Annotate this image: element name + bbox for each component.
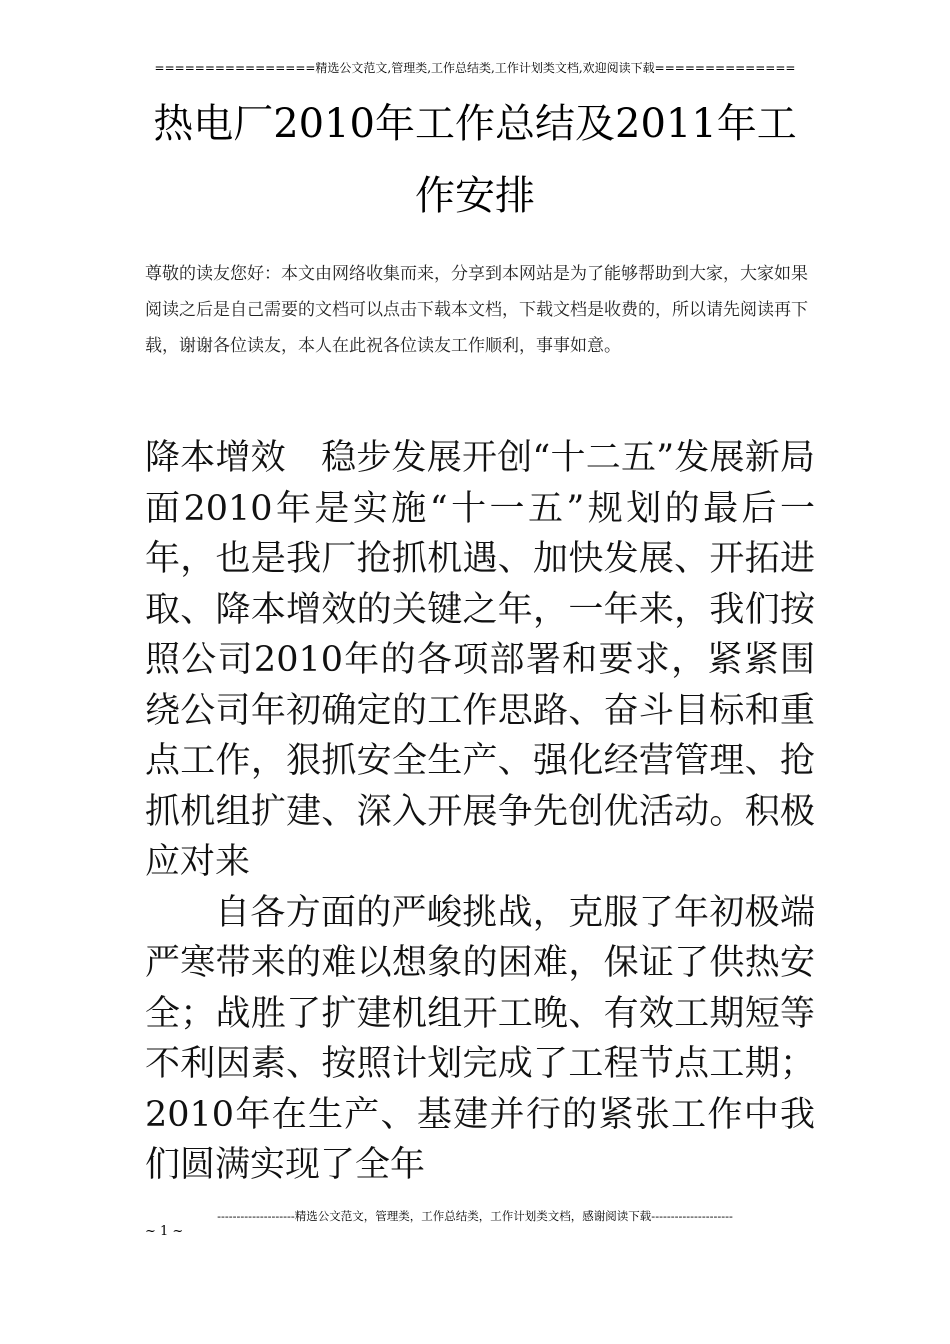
- reader-notice: 尊敬的读友您好：本文由网络收集而来，分享到本网站是为了能够帮助到大家，大家如果阅读之后是自己需要的文档可以点击下载本文档，下载文档是收费的，所以请先阅读再下载，谢谢各位读友，本人在此祝各位读友工作顺利，事事如意。: [145, 264, 808, 356]
- body-paragraph-1: 降本增效 稳步发展开创“十二五”发展新局面2010年是实施“十一五”规划的最后一年，也是我厂抢抓机遇、加快发展、开拓进取、降本增效的关键之年，一年来，我们按照公司2010年的各项部署和要求，紧紧围绕公司年初确定的工作思路、奋斗目标和重点工作，狠抓安全生产、强化经营管理、抢抓机组扩建、深入开展争先创优活动。积极应对来: [145, 438, 815, 882]
- page-footer: --------------------精选公文范文，管理类，工作总结类，工作计划类文档，感谢阅读下载---------------------: [217, 1209, 733, 1223]
- body-paragraph-2: 自各方面的严峻挑战，克服了年初极端严寒带来的难以想象的困难，保证了供热安全；战胜了扩建机组开工晚、有效工期短等不利因素、按照计划完成了工程节点工期；2010年在生产、基建并行的紧张工作中我们圆满实现了全年: [145, 892, 815, 1185]
- document-title-line-2: 作安排: [415, 173, 535, 219]
- document-title: [120, 88, 830, 232]
- document-title-line-1: 热电厂2010年工作总结及2011年工: [153, 101, 797, 147]
- page-number: ~ 1 ~: [145, 1224, 184, 1239]
- document-body: [145, 433, 815, 1191]
- page-header: ================精选公文范文,管理类,工作总结类,工作计划类文档,欢迎阅读下载==============: [154, 61, 796, 75]
